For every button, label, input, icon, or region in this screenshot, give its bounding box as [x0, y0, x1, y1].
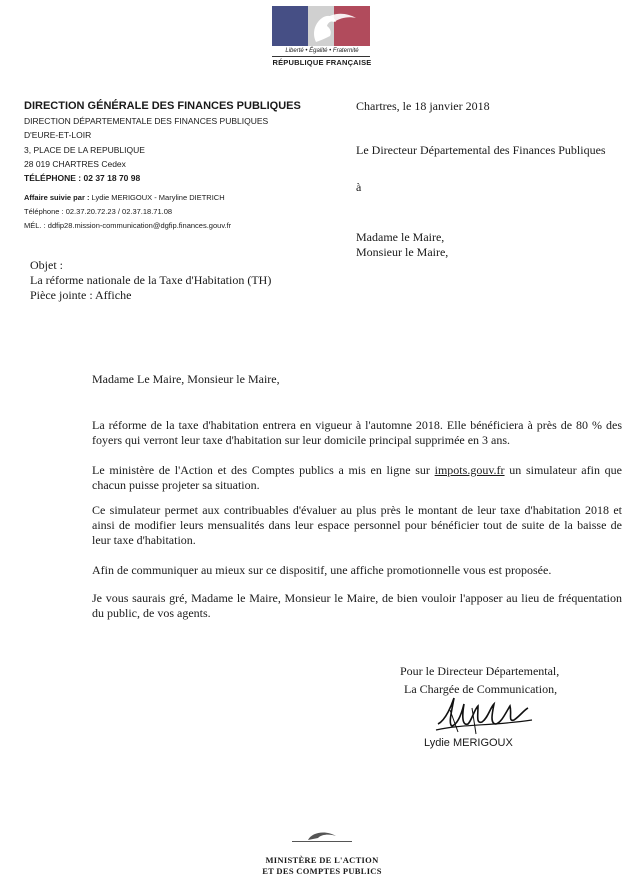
salutation: Madame Le Maire, Monsieur le Maire, — [92, 372, 280, 386]
sender-city: 28 019 CHARTRES Cedex — [24, 159, 126, 169]
place-date: Chartres, le 18 janvier 2018 — [356, 99, 490, 113]
signatory-name: Lydie MERIGOUX — [424, 737, 513, 749]
from-title: Le Directeur Départemental des Finances Publiques — [356, 143, 606, 157]
signature-line-1: Pour le Directeur Départemental, — [400, 664, 560, 678]
ministry-logo-icon — [252, 828, 392, 842]
sender-ddfip: DIRECTION DÉPARTEMENTALE DES FINANCES PUBLIQUES — [24, 116, 269, 126]
tel-label: Téléphone : — [24, 207, 64, 216]
impots-link[interactable]: impots.gouv.fr — [434, 463, 505, 477]
object-attachment: Pièce jointe : Affiche — [30, 288, 132, 302]
ministry-name — [222, 855, 422, 877]
paragraph-5: Je vous saurais gré, Madame le Maire, Monsieur le Maire, de bien vouloir l'apposer au lieu de fréquentation du public, de vos agents. — [92, 591, 622, 620]
republic-name: RÉPUBLIQUE FRANÇAISE — [272, 58, 372, 67]
paragraph-2 — [92, 463, 622, 493]
paragraph-3: Ce simulateur permet aux contribuables d'évaluer au plus près le montant de leur taxe d'habitation 2018 et ainsi de modifier leurs mensualités dans leur espace personnel pour bénéficier tout de suite de la baisse de leur taxe d'habitation. — [92, 503, 622, 547]
republique-francaise-logo — [270, 6, 374, 70]
followed-label: Affaire suivie par : — [24, 193, 90, 202]
sender-dgfip: DIRECTION GÉNÉRALE DES FINANCES PUBLIQUES — [24, 100, 301, 112]
contact-phone — [24, 207, 172, 216]
paragraph-1: La réforme de la taxe d'habitation entrera en vigueur à l'automne 2018. Elle bénéficiera à près de 80 % des foyers qui verront leur taxe d'habitation sur leur domicile principal supprimée en 3 ans. — [92, 418, 622, 447]
followed-by — [24, 193, 225, 202]
sender-department: D'EURE-ET-LOIR — [24, 130, 92, 140]
recipient-1: Madame le Maire, — [356, 230, 445, 244]
paragraph-2-start: Le ministère de l'Action et des Comptes publics a mis en ligne sur — [92, 463, 435, 477]
followed-names: Lydie MERIGOUX - Maryline DIETRICH — [91, 193, 225, 202]
paragraph-2-end: un simulateur afin que chacun puisse projeter sa situation. — [92, 463, 622, 492]
logo-divider — [272, 56, 370, 57]
motto: Liberté • Égalité • Fraternité — [285, 48, 359, 54]
paragraph-4: Afin de communiquer au mieux sur ce dispositif, une affiche promotionnelle vous est proposée. — [92, 563, 552, 577]
handwritten-signature-icon — [432, 690, 542, 738]
ministry-line-2: ET DES COMPTES PUBLICS — [262, 866, 382, 876]
signature-line-2: La Chargée de Communication, — [404, 682, 558, 696]
sender-phone: TÉLÉPHONE : 02 37 18 70 98 — [24, 173, 141, 183]
marianne-icon — [272, 6, 370, 46]
contact-mail — [24, 221, 231, 230]
object-text: La réforme nationale de la Taxe d'Habitation (TH) — [30, 273, 272, 287]
to-word: à — [356, 180, 362, 194]
object-label: Objet : — [30, 258, 63, 272]
mail-label: MÉL. : — [24, 221, 46, 230]
mail-value: ddfip28.mission-communication@dgfip.finances.gouv.fr — [47, 221, 232, 230]
sender-address: 3, PLACE DE LA REPUBLIQUE — [24, 145, 145, 155]
recipient-2: Monsieur le Maire, — [356, 245, 449, 259]
ministry-line-1: MINISTÈRE DE L'ACTION — [265, 855, 379, 865]
tel-value: 02.37.20.72.23 / 02.37.18.71.08 — [65, 207, 173, 216]
